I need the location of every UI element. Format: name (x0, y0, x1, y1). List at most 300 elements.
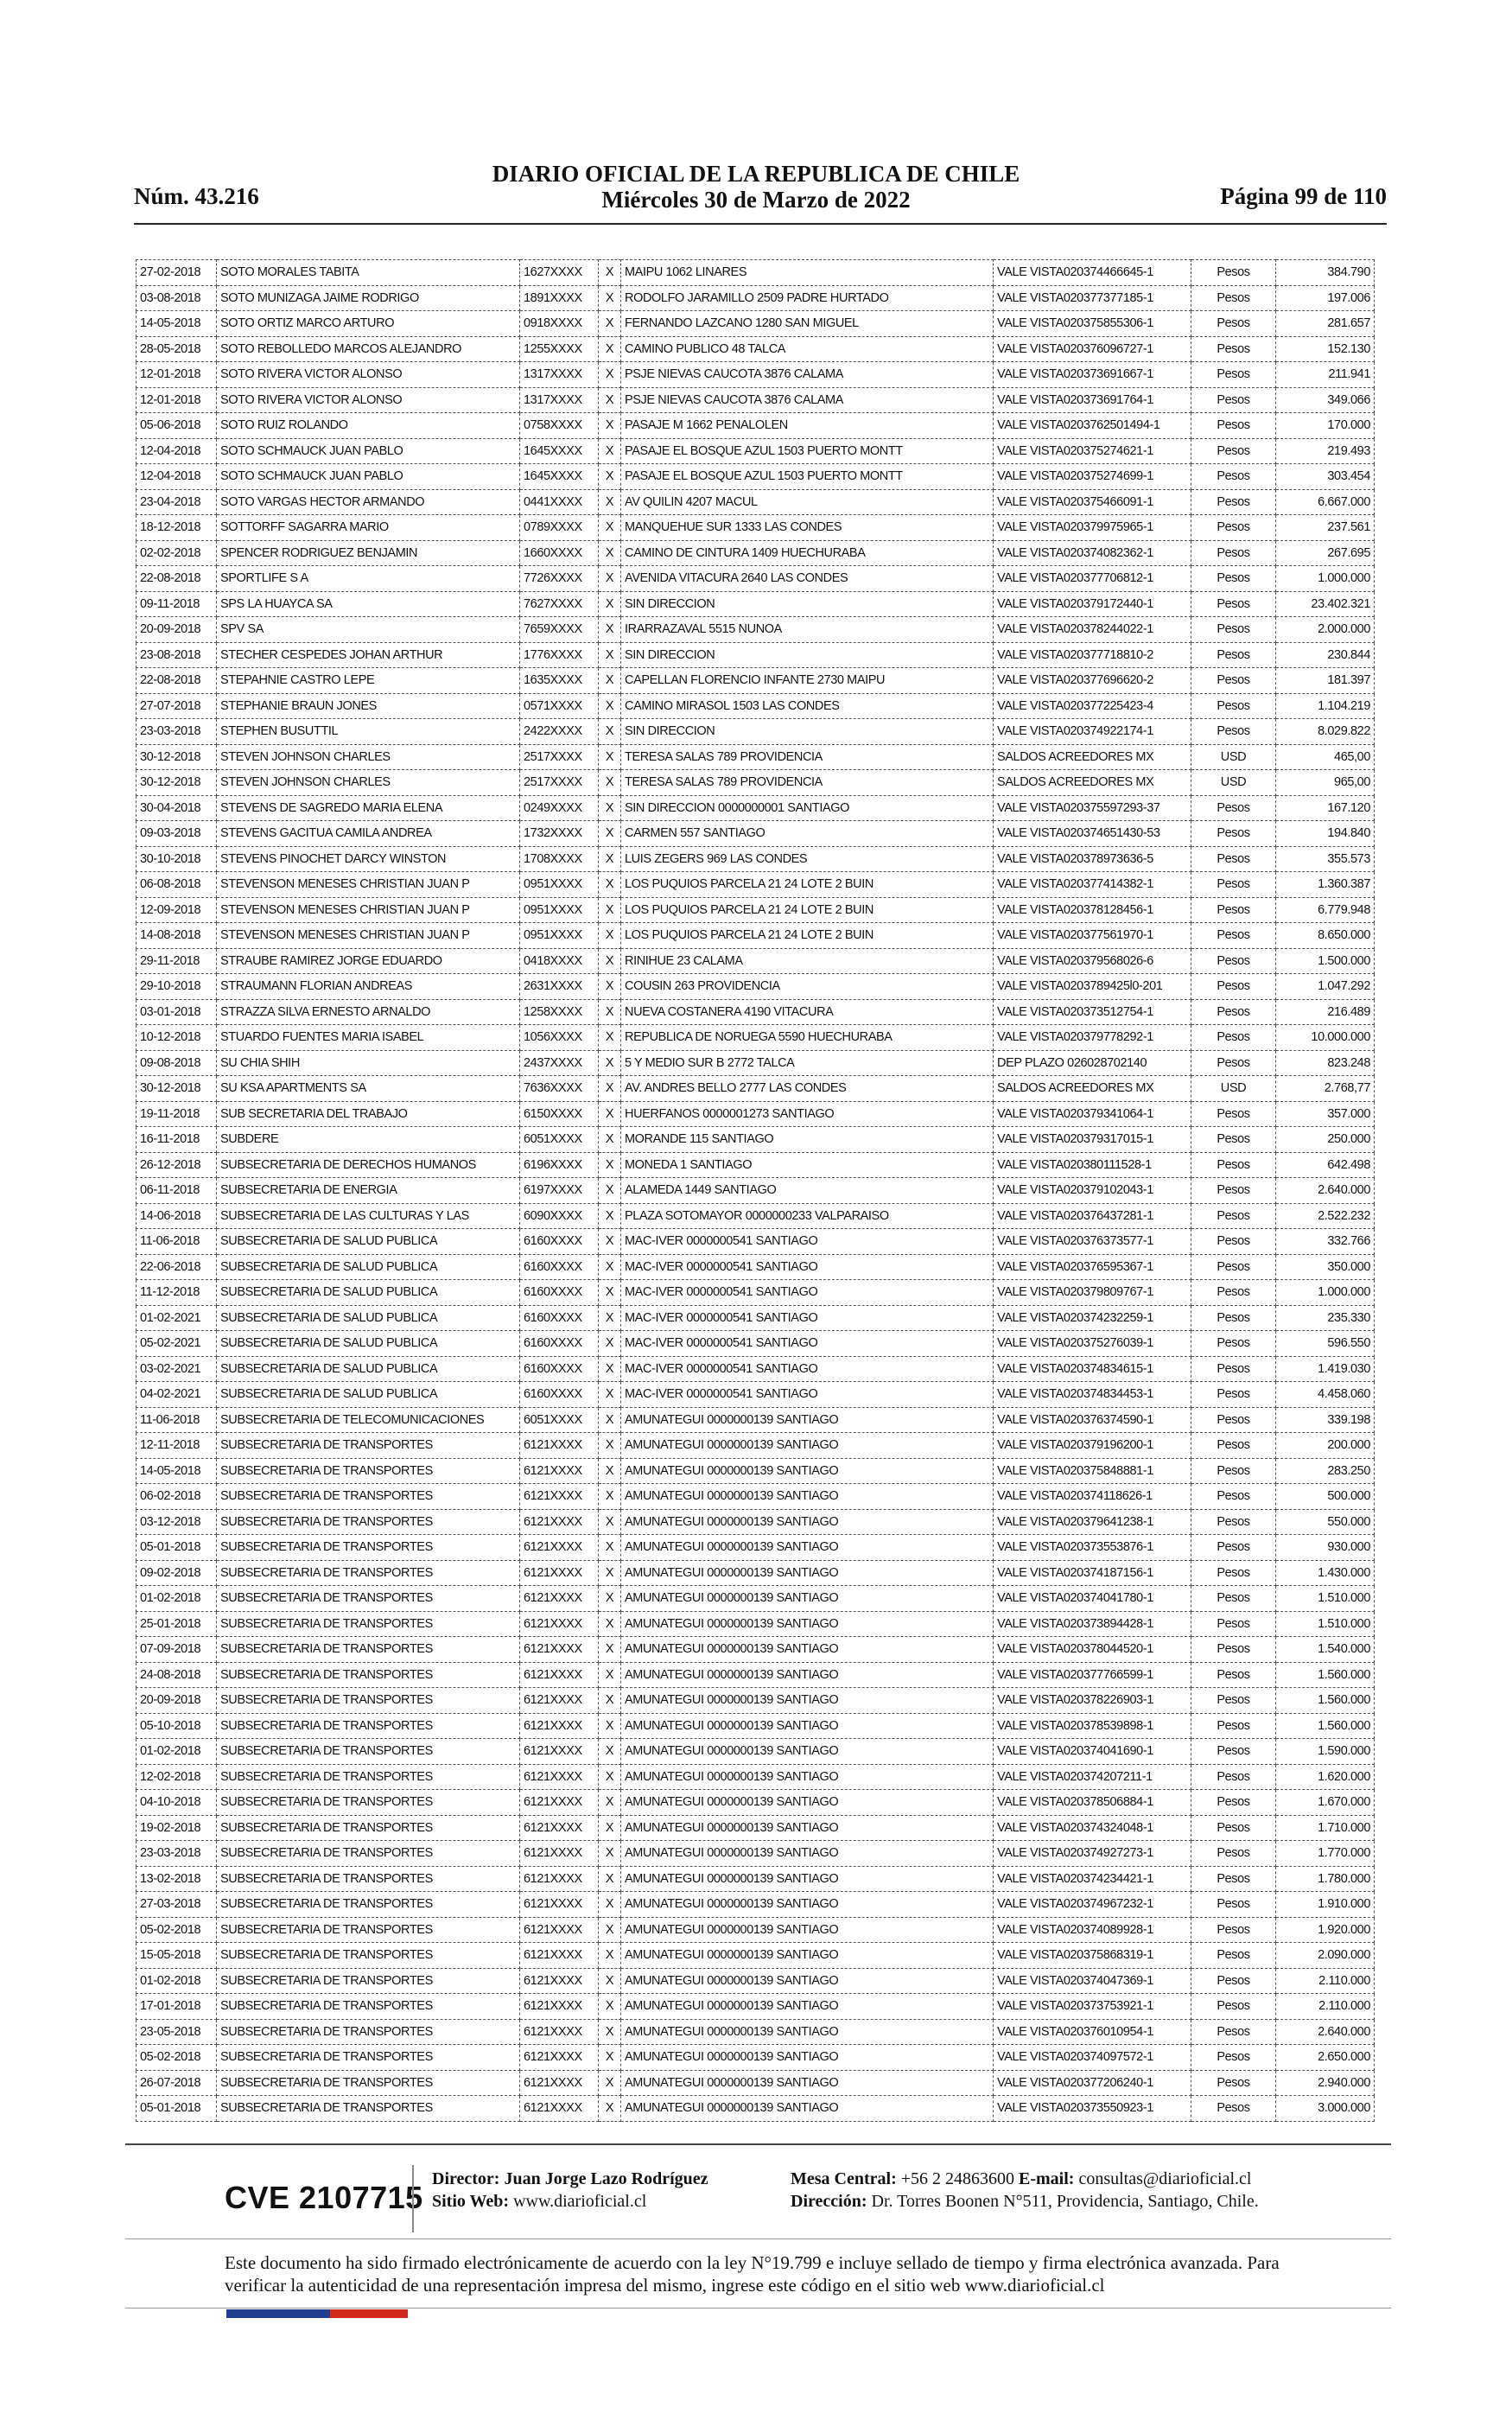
cell-x: X (599, 770, 621, 796)
cell-currency: Pesos (1191, 846, 1276, 872)
cell-currency: Pesos (1191, 693, 1276, 719)
cell-amount: 194.840 (1276, 821, 1375, 847)
cell-x: X (599, 1229, 621, 1255)
cell-address: AMUNATEGUI 0000000139 SANTIAGO (621, 1637, 994, 1663)
table-row (137, 1560, 1375, 1586)
cell-instrument: VALE VISTA020374082362-1 (994, 540, 1191, 566)
cell-rut: 0951XXXX (520, 872, 599, 898)
cell-name: STEVEN JOHNSON CHARLES (217, 744, 520, 770)
cell-date: 28-05-2018 (137, 336, 217, 362)
cell-currency: Pesos (1191, 591, 1276, 617)
cell-name: STEPHANIE BRAUN JONES (217, 693, 520, 719)
cell-instrument: VALE VISTA020373512754-1 (994, 999, 1191, 1025)
header-issue-number: Núm. 43.216 (134, 183, 259, 209)
cell-address: AMUNATEGUI 0000000139 SANTIAGO (621, 1968, 994, 1994)
cell-date: 24-08-2018 (137, 1662, 217, 1688)
cell-amount: 500.000 (1276, 1484, 1375, 1510)
cell-amount: 197.006 (1276, 285, 1375, 311)
cell-amount: 1.560.000 (1276, 1662, 1375, 1688)
cell-amount: 181.397 (1276, 668, 1375, 694)
cell-x: X (599, 1560, 621, 1586)
cell-amount: 965,00 (1276, 770, 1375, 796)
cell-instrument: VALE VISTA020377706812-1 (994, 566, 1191, 592)
cell-rut: 6160XXXX (520, 1305, 599, 1331)
cell-instrument: VALE VISTA0203762501494-1 (994, 413, 1191, 439)
cell-currency: Pesos (1191, 1407, 1276, 1433)
cell-address: MONEDA 1 SANTIAGO (621, 1152, 994, 1178)
cell-date: 30-12-2018 (137, 1076, 217, 1102)
cell-date: 10-12-2018 (137, 1025, 217, 1051)
cell-instrument: VALE VISTA020373894428-1 (994, 1611, 1191, 1637)
cell-instrument: VALE VISTA020374207211-1 (994, 1764, 1191, 1790)
cell-instrument: VALE VISTA020376437281-1 (994, 1203, 1191, 1229)
table-row (137, 1407, 1375, 1433)
cell-x: X (599, 336, 621, 362)
cell-amount: 2.110.000 (1276, 1968, 1375, 1994)
cell-instrument: VALE VISTA020378128456-1 (994, 897, 1191, 923)
cell-rut: 6121XXXX (520, 1892, 599, 1918)
cell-currency: Pesos (1191, 1688, 1276, 1714)
cell-x: X (599, 2019, 621, 2045)
cell-name: SUBSECRETARIA DE SALUD PUBLICA (217, 1382, 520, 1408)
cell-rut: 6160XXXX (520, 1229, 599, 1255)
cell-name: SUBSECRETARIA DE ENERGIA (217, 1178, 520, 1204)
cell-name: SUBSECRETARIA DE TRANSPORTES (217, 1739, 520, 1765)
cell-instrument: VALE VISTA020376595367-1 (994, 1254, 1191, 1280)
cell-address: AMUNATEGUI 0000000139 SANTIAGO (621, 1458, 994, 1484)
cell-rut: 6160XXXX (520, 1254, 599, 1280)
cell-date: 23-03-2018 (137, 1841, 217, 1867)
cell-instrument: VALE VISTA020374041780-1 (994, 1586, 1191, 1612)
cell-amount: 1.620.000 (1276, 1764, 1375, 1790)
cell-address: MAC-IVER 0000000541 SANTIAGO (621, 1331, 994, 1357)
table-row (137, 438, 1375, 464)
cell-currency: Pesos (1191, 1790, 1276, 1816)
cell-instrument: VALE VISTA020379568026-6 (994, 948, 1191, 974)
table-row (137, 1229, 1375, 1255)
cell-amount: 1.910.000 (1276, 1892, 1375, 1918)
cell-name: SUBSECRETARIA DE SALUD PUBLICA (217, 1280, 520, 1306)
cell-amount: 200.000 (1276, 1433, 1375, 1459)
table-row (137, 846, 1375, 872)
cell-date: 12-11-2018 (137, 1433, 217, 1459)
cell-instrument: VALE VISTA020374187156-1 (994, 1560, 1191, 1586)
cell-instrument: VALE VISTA020375868319-1 (994, 1943, 1191, 1969)
cell-address: AMUNATEGUI 0000000139 SANTIAGO (621, 1866, 994, 1892)
cell-name: SUBSECRETARIA DE TRANSPORTES (217, 1535, 520, 1561)
cell-date: 26-12-2018 (137, 1152, 217, 1178)
cell-address: AMUNATEGUI 0000000139 SANTIAGO (621, 2070, 994, 2096)
cell-name: SUBSECRETARIA DE SALUD PUBLICA (217, 1356, 520, 1382)
cell-x: X (599, 1305, 621, 1331)
cell-rut: 6121XXXX (520, 1968, 599, 1994)
cell-currency: Pesos (1191, 566, 1276, 592)
cell-address: SIN DIRECCION (621, 591, 994, 617)
cell-amount: 1.710.000 (1276, 1815, 1375, 1841)
cell-currency: Pesos (1191, 1892, 1276, 1918)
table-row (137, 1535, 1375, 1561)
cell-currency: Pesos (1191, 821, 1276, 847)
cell-address: AMUNATEGUI 0000000139 SANTIAGO (621, 1586, 994, 1612)
cell-date: 11-06-2018 (137, 1229, 217, 1255)
cell-date: 12-01-2018 (137, 387, 217, 413)
cell-rut: 6121XXXX (520, 1917, 599, 1943)
cell-address: RODOLFO JARAMILLO 2509 PADRE HURTADO (621, 285, 994, 311)
cell-instrument: VALE VISTA020378044520-1 (994, 1637, 1191, 1663)
cell-instrument: VALE VISTA020375855306-1 (994, 311, 1191, 337)
cell-name: SOTO MORALES TABITA (217, 260, 520, 286)
cell-amount: 6.779.948 (1276, 897, 1375, 923)
cell-date: 05-01-2018 (137, 1535, 217, 1561)
cell-x: X (599, 872, 621, 898)
cell-rut: 6121XXXX (520, 1509, 599, 1535)
mesa-phone: +56 2 24863600 (900, 2169, 1015, 2188)
cell-address: AMUNATEGUI 0000000139 SANTIAGO (621, 1433, 994, 1459)
cell-currency: Pesos (1191, 1101, 1276, 1127)
cell-name: SUBSECRETARIA DE TRANSPORTES (217, 1968, 520, 1994)
cell-amount: 211.941 (1276, 362, 1375, 388)
cell-date: 17-01-2018 (137, 1994, 217, 2020)
cell-name: SUBSECRETARIA DE TRANSPORTES (217, 1994, 520, 2020)
cell-currency: Pesos (1191, 1662, 1276, 1688)
cell-instrument: VALE VISTA020375276039-1 (994, 1331, 1191, 1357)
cell-x: X (599, 489, 621, 515)
cell-date: 30-10-2018 (137, 846, 217, 872)
cell-instrument: VALE VISTA020377377185-1 (994, 285, 1191, 311)
cell-currency: Pesos (1191, 1280, 1276, 1306)
cell-amount: 1.500.000 (1276, 948, 1375, 974)
cell-address: AMUNATEGUI 0000000139 SANTIAGO (621, 1535, 994, 1561)
cell-amount: 350.000 (1276, 1254, 1375, 1280)
cell-address: PASAJE EL BOSQUE AZUL 1503 PUERTO MONTT (621, 464, 994, 490)
cell-amount: 1.560.000 (1276, 1713, 1375, 1739)
cell-address: TERESA SALAS 789 PROVIDENCIA (621, 770, 994, 796)
table-row (137, 1254, 1375, 1280)
cell-name: SUBSECRETARIA DE TRANSPORTES (217, 1662, 520, 1688)
email-link[interactable]: consultas@diarioficial.cl (1078, 2169, 1252, 2188)
table-row (137, 285, 1375, 311)
cell-x: X (599, 999, 621, 1025)
cell-name: SOTTORFF SAGARRA MARIO (217, 515, 520, 541)
cell-instrument: SALDOS ACREEDORES MX (994, 744, 1191, 770)
table-row (137, 1688, 1375, 1714)
cell-currency: Pesos (1191, 1305, 1276, 1331)
table-row (137, 693, 1375, 719)
cell-instrument: VALE VISTA020373691764-1 (994, 387, 1191, 413)
cell-amount: 1.780.000 (1276, 1866, 1375, 1892)
cell-x: X (599, 1968, 621, 1994)
cell-x: X (599, 1178, 621, 1204)
cell-address: MORANDE 115 SANTIAGO (621, 1127, 994, 1153)
cell-x: X (599, 1280, 621, 1306)
cell-address: AMUNATEGUI 0000000139 SANTIAGO (621, 1739, 994, 1765)
cell-instrument: VALE VISTA020379778292-1 (994, 1025, 1191, 1051)
cell-rut: 6150XXXX (520, 1101, 599, 1127)
cell-currency: Pesos (1191, 336, 1276, 362)
cell-currency: Pesos (1191, 1586, 1276, 1612)
table-row (137, 566, 1375, 592)
cell-currency: Pesos (1191, 897, 1276, 923)
cell-currency: Pesos (1191, 2045, 1276, 2071)
cell-rut: 1635XXXX (520, 668, 599, 694)
cell-address: MAC-IVER 0000000541 SANTIAGO (621, 1280, 994, 1306)
cell-currency: Pesos (1191, 1203, 1276, 1229)
table-row (137, 1433, 1375, 1459)
cell-date: 01-02-2018 (137, 1968, 217, 1994)
cell-rut: 7659XXXX (520, 617, 599, 643)
cell-name: SOTO RIVERA VICTOR ALONSO (217, 362, 520, 388)
cell-name: SUBSECRETARIA DE TRANSPORTES (217, 1560, 520, 1586)
cell-date: 05-10-2018 (137, 1713, 217, 1739)
cell-x: X (599, 1076, 621, 1102)
cell-address: MAIPU 1062 LINARES (621, 260, 994, 286)
cell-name: STEVENSON MENESES CHRISTIAN JUAN P (217, 923, 520, 949)
cell-instrument: VALE VISTA020376373577-1 (994, 1229, 1191, 1255)
cell-instrument: VALE VISTA020377225423-4 (994, 693, 1191, 719)
cell-date: 19-02-2018 (137, 1815, 217, 1841)
cell-instrument: VALE VISTA020374047369-1 (994, 1968, 1191, 1994)
cell-x: X (599, 923, 621, 949)
cell-instrument: VALE VISTA020376374590-1 (994, 1407, 1191, 1433)
cell-address: PASAJE M 1662 PENALOLEN (621, 413, 994, 439)
cell-instrument: DEP PLAZO 026028702140 (994, 1050, 1191, 1076)
cell-name: STEPHEN BUSUTTIL (217, 719, 520, 745)
cell-currency: Pesos (1191, 1713, 1276, 1739)
cell-rut: 6121XXXX (520, 1560, 599, 1586)
cell-instrument: VALE VISTA020374232259-1 (994, 1305, 1191, 1331)
cell-amount: 355.573 (1276, 846, 1375, 872)
cell-currency: Pesos (1191, 872, 1276, 898)
site-link[interactable]: www.diarioficial.cl (513, 2192, 647, 2211)
cell-rut: 2437XXXX (520, 1050, 599, 1076)
cell-currency: Pesos (1191, 923, 1276, 949)
cell-address: CAPELLAN FLORENCIO INFANTE 2730 MAIPU (621, 668, 994, 694)
cell-amount: 2.640.000 (1276, 1178, 1375, 1204)
cell-rut: 1258XXXX (520, 999, 599, 1025)
table-row (137, 1943, 1375, 1969)
cell-x: X (599, 795, 621, 821)
table-row (137, 1790, 1375, 1816)
cell-rut: 6160XXXX (520, 1280, 599, 1306)
cell-currency: Pesos (1191, 311, 1276, 337)
cell-x: X (599, 2070, 621, 2096)
cell-name: SUBSECRETARIA DE TRANSPORTES (217, 1917, 520, 1943)
cell-rut: 7627XXXX (520, 591, 599, 617)
table-row (137, 617, 1375, 643)
cell-name: SPORTLIFE S A (217, 566, 520, 592)
cell-address: CARMEN 557 SANTIAGO (621, 821, 994, 847)
cell-instrument: VALE VISTA020373753921-1 (994, 1994, 1191, 2020)
cell-address: FERNANDO LAZCANO 1280 SAN MIGUEL (621, 311, 994, 337)
cell-rut: 0249XXXX (520, 795, 599, 821)
cell-name: SUBSECRETARIA DE TRANSPORTES (217, 1790, 520, 1816)
cell-currency: Pesos (1191, 285, 1276, 311)
cell-currency: Pesos (1191, 719, 1276, 745)
cell-amount: 1.560.000 (1276, 1688, 1375, 1714)
header-masthead (415, 161, 1097, 213)
cell-amount: 596.550 (1276, 1331, 1375, 1357)
cell-rut: 6090XXXX (520, 1203, 599, 1229)
cell-address: SIN DIRECCION 0000000001 SANTIAGO (621, 795, 994, 821)
cell-name: SUB SECRETARIA DEL TRABAJO (217, 1101, 520, 1127)
cell-rut: 6121XXXX (520, 1611, 599, 1637)
cell-x: X (599, 821, 621, 847)
table-row (137, 1050, 1375, 1076)
cell-address: AMUNATEGUI 0000000139 SANTIAGO (621, 1917, 994, 1943)
cell-date: 03-08-2018 (137, 285, 217, 311)
cell-x: X (599, 897, 621, 923)
cell-address: MAC-IVER 0000000541 SANTIAGO (621, 1305, 994, 1331)
cell-address: NUEVA COSTANERA 4190 VITACURA (621, 999, 994, 1025)
cell-currency: Pesos (1191, 2070, 1276, 2096)
cell-date: 16-11-2018 (137, 1127, 217, 1153)
flag-stripe-red (330, 2309, 408, 2318)
cell-amount: 8.650.000 (1276, 923, 1375, 949)
cell-currency: Pesos (1191, 1433, 1276, 1459)
cell-address: AMUNATEGUI 0000000139 SANTIAGO (621, 1841, 994, 1867)
cell-amount: 283.250 (1276, 1458, 1375, 1484)
cell-address: PLAZA SOTOMAYOR 0000000233 VALPARAISO (621, 1203, 994, 1229)
cell-currency: Pesos (1191, 1764, 1276, 1790)
footer-divider-3 (125, 2308, 1391, 2309)
cell-amount: 6.667.000 (1276, 489, 1375, 515)
cell-instrument: VALE VISTA020373691667-1 (994, 362, 1191, 388)
cell-currency: Pesos (1191, 999, 1276, 1025)
cell-amount: 339.198 (1276, 1407, 1375, 1433)
table-row (137, 872, 1375, 898)
cell-name: SUBSECRETARIA DE SALUD PUBLICA (217, 1331, 520, 1357)
table-row (137, 1101, 1375, 1127)
cell-rut: 6121XXXX (520, 1688, 599, 1714)
cell-currency: Pesos (1191, 489, 1276, 515)
cell-address: 5 Y MEDIO SUR B 2772 TALCA (621, 1050, 994, 1076)
cell-instrument: VALE VISTA020375274699-1 (994, 464, 1191, 490)
cell-rut: 6121XXXX (520, 1841, 599, 1867)
cell-currency: Pesos (1191, 642, 1276, 668)
cell-date: 06-08-2018 (137, 872, 217, 898)
cell-date: 07-09-2018 (137, 1637, 217, 1663)
cell-amount: 1.510.000 (1276, 1586, 1375, 1612)
cell-date: 04-10-2018 (137, 1790, 217, 1816)
cell-currency: Pesos (1191, 617, 1276, 643)
cell-address: TERESA SALAS 789 PROVIDENCIA (621, 744, 994, 770)
cell-currency: USD (1191, 770, 1276, 796)
cell-amount: 1.419.030 (1276, 1356, 1375, 1382)
table-row (137, 1892, 1375, 1918)
cell-currency: Pesos (1191, 974, 1276, 1000)
table-row (137, 719, 1375, 745)
cell-date: 15-05-2018 (137, 1943, 217, 1969)
director-block (432, 2168, 708, 2213)
cell-name: SUBSECRETARIA DE TRANSPORTES (217, 1841, 520, 1867)
cell-address: PSJE NIEVAS CAUCOTA 3876 CALAMA (621, 362, 994, 388)
cell-address: COUSIN 263 PROVIDENCIA (621, 974, 994, 1000)
cell-currency: Pesos (1191, 387, 1276, 413)
cell-name: SUBSECRETARIA DE TRANSPORTES (217, 1892, 520, 1918)
cell-currency: Pesos (1191, 1815, 1276, 1841)
cell-currency: Pesos (1191, 1254, 1276, 1280)
cell-rut: 1708XXXX (520, 846, 599, 872)
cell-rut: 1776XXXX (520, 642, 599, 668)
cell-x: X (599, 1152, 621, 1178)
cell-x: X (599, 1254, 621, 1280)
cell-instrument: VALE VISTA0203789425l0-201 (994, 974, 1191, 1000)
cell-amount: 2.650.000 (1276, 2045, 1375, 2071)
cell-x: X (599, 1611, 621, 1637)
cell-instrument: VALE VISTA020379102043-1 (994, 1178, 1191, 1204)
cell-name: SOTO VARGAS HECTOR ARMANDO (217, 489, 520, 515)
cell-amount: 1.047.292 (1276, 974, 1375, 1000)
mesa-label: Mesa Central: (791, 2169, 897, 2188)
cell-x: X (599, 719, 621, 745)
cell-name: SUBSECRETARIA DE TRANSPORTES (217, 2070, 520, 2096)
cell-currency: USD (1191, 744, 1276, 770)
cell-amount: 167.120 (1276, 795, 1375, 821)
cell-date: 05-02-2018 (137, 2045, 217, 2071)
cell-instrument: VALE VISTA020379172440-1 (994, 591, 1191, 617)
cell-x: X (599, 974, 621, 1000)
cell-rut: 6121XXXX (520, 1739, 599, 1765)
table-row (137, 1994, 1375, 2020)
cell-address: LUIS ZEGERS 969 LAS CONDES (621, 846, 994, 872)
cell-x: X (599, 464, 621, 490)
cell-name: SUBSECRETARIA DE SALUD PUBLICA (217, 1254, 520, 1280)
cell-date: 13-02-2018 (137, 1866, 217, 1892)
cell-x: X (599, 1331, 621, 1357)
cell-x: X (599, 540, 621, 566)
cell-name: SUBSECRETARIA DE TRANSPORTES (217, 1637, 520, 1663)
cell-address: AVENIDA VITACURA 2640 LAS CONDES (621, 566, 994, 592)
table-row (137, 2019, 1375, 2045)
cell-rut: 1255XXXX (520, 336, 599, 362)
cell-x: X (599, 1688, 621, 1714)
cell-address: MAC-IVER 0000000541 SANTIAGO (621, 1229, 994, 1255)
cell-currency: Pesos (1191, 2019, 1276, 2045)
table-row (137, 668, 1375, 694)
cell-date: 18-12-2018 (137, 515, 217, 541)
cell-amount: 152.130 (1276, 336, 1375, 362)
cell-name: STEVENSON MENESES CHRISTIAN JUAN P (217, 872, 520, 898)
cell-name: SOTO MUNIZAGA JAIME RODRIGO (217, 285, 520, 311)
footer-divider (125, 2143, 1391, 2145)
cell-amount: 230.844 (1276, 642, 1375, 668)
cell-date: 05-06-2018 (137, 413, 217, 439)
footer-divider-2 (125, 2238, 1391, 2239)
cell-address: MAC-IVER 0000000541 SANTIAGO (621, 1382, 994, 1408)
cell-date: 27-07-2018 (137, 693, 217, 719)
cell-x: X (599, 948, 621, 974)
cell-name: SUBSECRETARIA DE TRANSPORTES (217, 2045, 520, 2071)
cell-x: X (599, 260, 621, 286)
cell-amount: 642.498 (1276, 1152, 1375, 1178)
table-row (137, 1305, 1375, 1331)
cell-rut: 1732XXXX (520, 821, 599, 847)
cell-instrument: VALE VISTA020375466091-1 (994, 489, 1191, 515)
table-row (137, 1178, 1375, 1204)
cell-address: SIN DIRECCION (621, 719, 994, 745)
cell-currency: Pesos (1191, 413, 1276, 439)
cell-x: X (599, 413, 621, 439)
cell-currency: Pesos (1191, 948, 1276, 974)
cell-instrument: VALE VISTA020374234421-1 (994, 1866, 1191, 1892)
cell-x: X (599, 438, 621, 464)
cell-rut: 1660XXXX (520, 540, 599, 566)
cell-currency: Pesos (1191, 515, 1276, 541)
cell-x: X (599, 1356, 621, 1382)
cell-name: SUBSECRETARIA DE TRANSPORTES (217, 1484, 520, 1510)
cell-name: STEVEN JOHNSON CHARLES (217, 770, 520, 796)
cell-date: 03-01-2018 (137, 999, 217, 1025)
